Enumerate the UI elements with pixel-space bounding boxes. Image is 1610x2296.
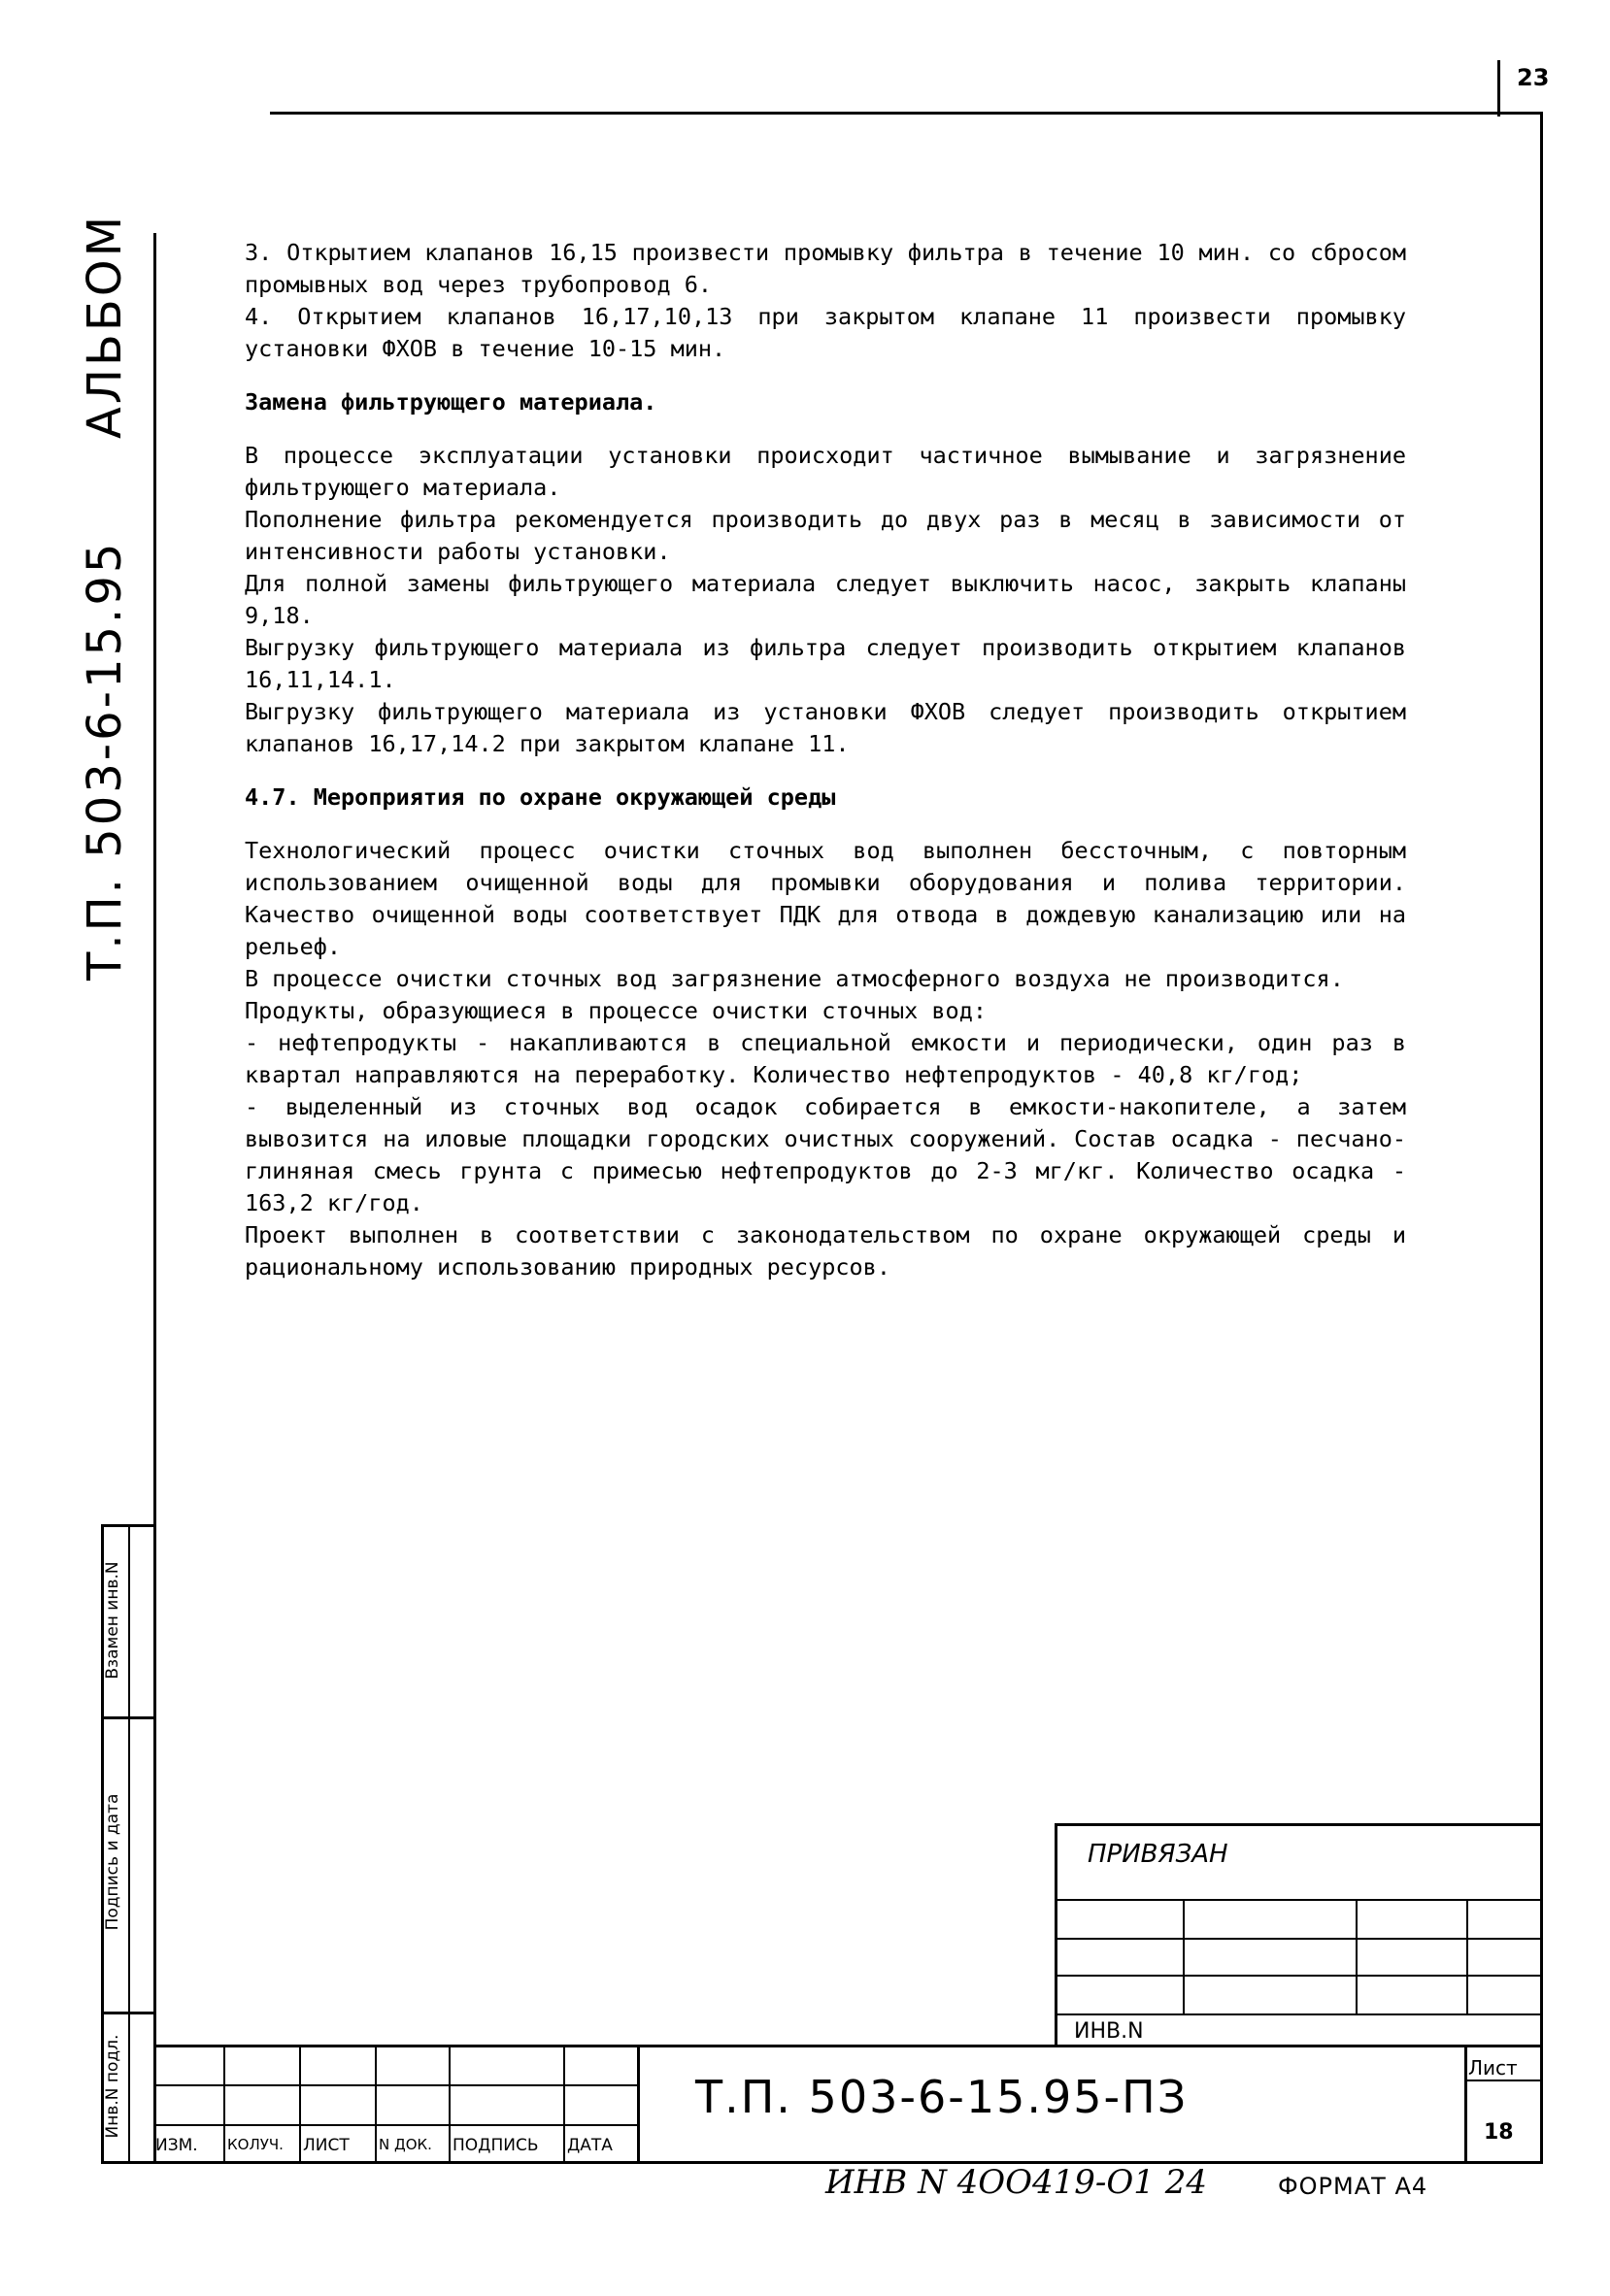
- privyazan-row2: [1055, 1938, 1543, 1940]
- titleblock-col-podpis: [563, 2045, 565, 2163]
- privyazan-col3: [1466, 1899, 1468, 2013]
- side-stamp-divider: [128, 1524, 130, 2164]
- heading-filter-replacement: Замена фильтрующего материала.: [245, 388, 657, 416]
- privyazan-col1: [1183, 1899, 1185, 2013]
- paragraph: Пополнение фильтра рекомендуется производить до двух раз в месяц в зависимости от интенсивности работы установки.: [245, 506, 1421, 565]
- titleblock-col-data: [637, 2045, 640, 2163]
- side-stamp-sep1: [101, 1524, 155, 1527]
- privyazan-col2: [1356, 1899, 1358, 2013]
- left-frame-border: [153, 233, 156, 2164]
- titleblock-sheet-left: [1464, 2045, 1467, 2163]
- titleblock-sheet-row: [1464, 2080, 1543, 2081]
- side-label-inv-podl: Инв.N подл.: [103, 2034, 122, 2139]
- col-izm: ИЗМ.: [155, 2136, 198, 2155]
- privyazan-top: [1055, 1823, 1543, 1826]
- heading-environment: 4.7. Мероприятия по охране окружающей среды: [245, 783, 836, 811]
- titleblock-rev-row1: [153, 2084, 639, 2086]
- paragraph: Выгрузку фильтрующего материала из фильтра следует производить открытием клапанов 16,11,14.1.: [245, 634, 1421, 693]
- paragraph: В процессе эксплуатации установки происходит частичное вымывание и загрязнение фильтрующего материала.: [245, 442, 1421, 501]
- right-frame-border: [1540, 112, 1543, 2164]
- format-label: ФОРМАТ А4: [1278, 2173, 1428, 2200]
- page-number: 23: [1517, 64, 1550, 91]
- bottom-frame-border: [103, 2161, 1543, 2164]
- side-label-podpis: Подпись и дата: [103, 1793, 122, 1931]
- titleblock-col-ndok: [449, 2045, 451, 2163]
- side-label-vzamen: Взамен инв.N: [103, 1561, 122, 1680]
- document-body: [245, 237, 1421, 1283]
- paragraph: Выгрузку фильтрующего материала из установки ФХОВ следует производить открытием клапанов 16,17,14.2 при закрытом клапане 11.: [245, 698, 1421, 757]
- top-rule: [270, 112, 1542, 115]
- privyazan-row1: [1055, 1899, 1543, 1901]
- album-title: [66, 214, 144, 981]
- paragraph: - нефтепродукты - накапливаются в специальной емкости и периодически, один раз в квартал направляются на переработку. Количество нефтепродуктов - 40,8 кг/год;: [245, 1029, 1421, 1088]
- col-list: ЛИСТ: [303, 2136, 350, 2155]
- titleblock-col-kolich: [299, 2045, 301, 2163]
- titleblock-top: [153, 2045, 1543, 2047]
- titleblock-col-izm: [223, 2045, 225, 2163]
- privyazan-row3: [1055, 1975, 1543, 1977]
- inv-n-label: ИНВ.N: [1074, 2019, 1144, 2044]
- titleblock-col-list: [375, 2045, 377, 2163]
- paragraph: Технологический процесс очистки сточных вод выполнен бессточным, с повторным использованием очищенной воды для промывки оборудования и полива территории. Качество очищенной воды соответствует ПДК для отвода в дождевую канализацию или на рельеф.: [245, 837, 1421, 960]
- step-4: 4. Открытием клапанов 16,17,10,13 при закрытом клапане 11 произвести промывку установки ФХОВ в течение 10-15 мин.: [245, 303, 1421, 362]
- paragraph: Проект выполнен в соответствии с законодательством по охране окружающей среды и рациональному использованию природных ресурсов.: [245, 1221, 1421, 1281]
- col-podpis: ПОДПИСЬ: [453, 2136, 539, 2155]
- col-kolich: КОЛУЧ.: [227, 2136, 284, 2153]
- sheet-number: 18: [1484, 2120, 1514, 2145]
- sheet-label: Лист: [1468, 2056, 1518, 2080]
- col-ndok: N ДОК.: [379, 2136, 432, 2153]
- handwritten-inventory: ИНВ N 4ОО419-О1 24: [825, 2163, 1207, 2202]
- album-label: АЛЬБОМ: [78, 214, 132, 439]
- paragraph: Для полной замены фильтрующего материала следует выключить насос, закрыть клапаны 9,18.: [245, 570, 1421, 629]
- album-series: Т.П. 503-6-15.95: [78, 540, 132, 981]
- paragraph: - выделенный из сточных вод осадок собирается в емкости-накопителе, а затем вывозится на иловые площадки городских очистных сооружений. Состав осадка - песчано-глиняная смесь грунта с примесью нефтепродуктов до 2-3 мг/кг. Количество осадка - 163,2 кг/год.: [245, 1093, 1421, 1216]
- paragraph: В процессе очистки сточных вод загрязнение атмосферного воздуха не производится.: [245, 965, 1344, 992]
- pagenum-separator: [1497, 60, 1500, 116]
- paragraph: Продукты, образующиеся в процессе очистки сточных вод:: [245, 997, 988, 1024]
- titleblock-rev-row2: [153, 2124, 639, 2126]
- step-3: 3. Открытием клапанов 16,15 произвести промывку фильтра в течение 10 мин. со сбросом промывных вод через трубопровод 6.: [245, 239, 1421, 298]
- col-data: ДАТА: [567, 2136, 613, 2155]
- privyazan-row4: [1055, 2013, 1543, 2015]
- privyazan-label: ПРИВЯЗАН: [1088, 1840, 1228, 1869]
- document-code: Т.П. 503-6-15.95-ПЗ: [695, 2071, 1189, 2123]
